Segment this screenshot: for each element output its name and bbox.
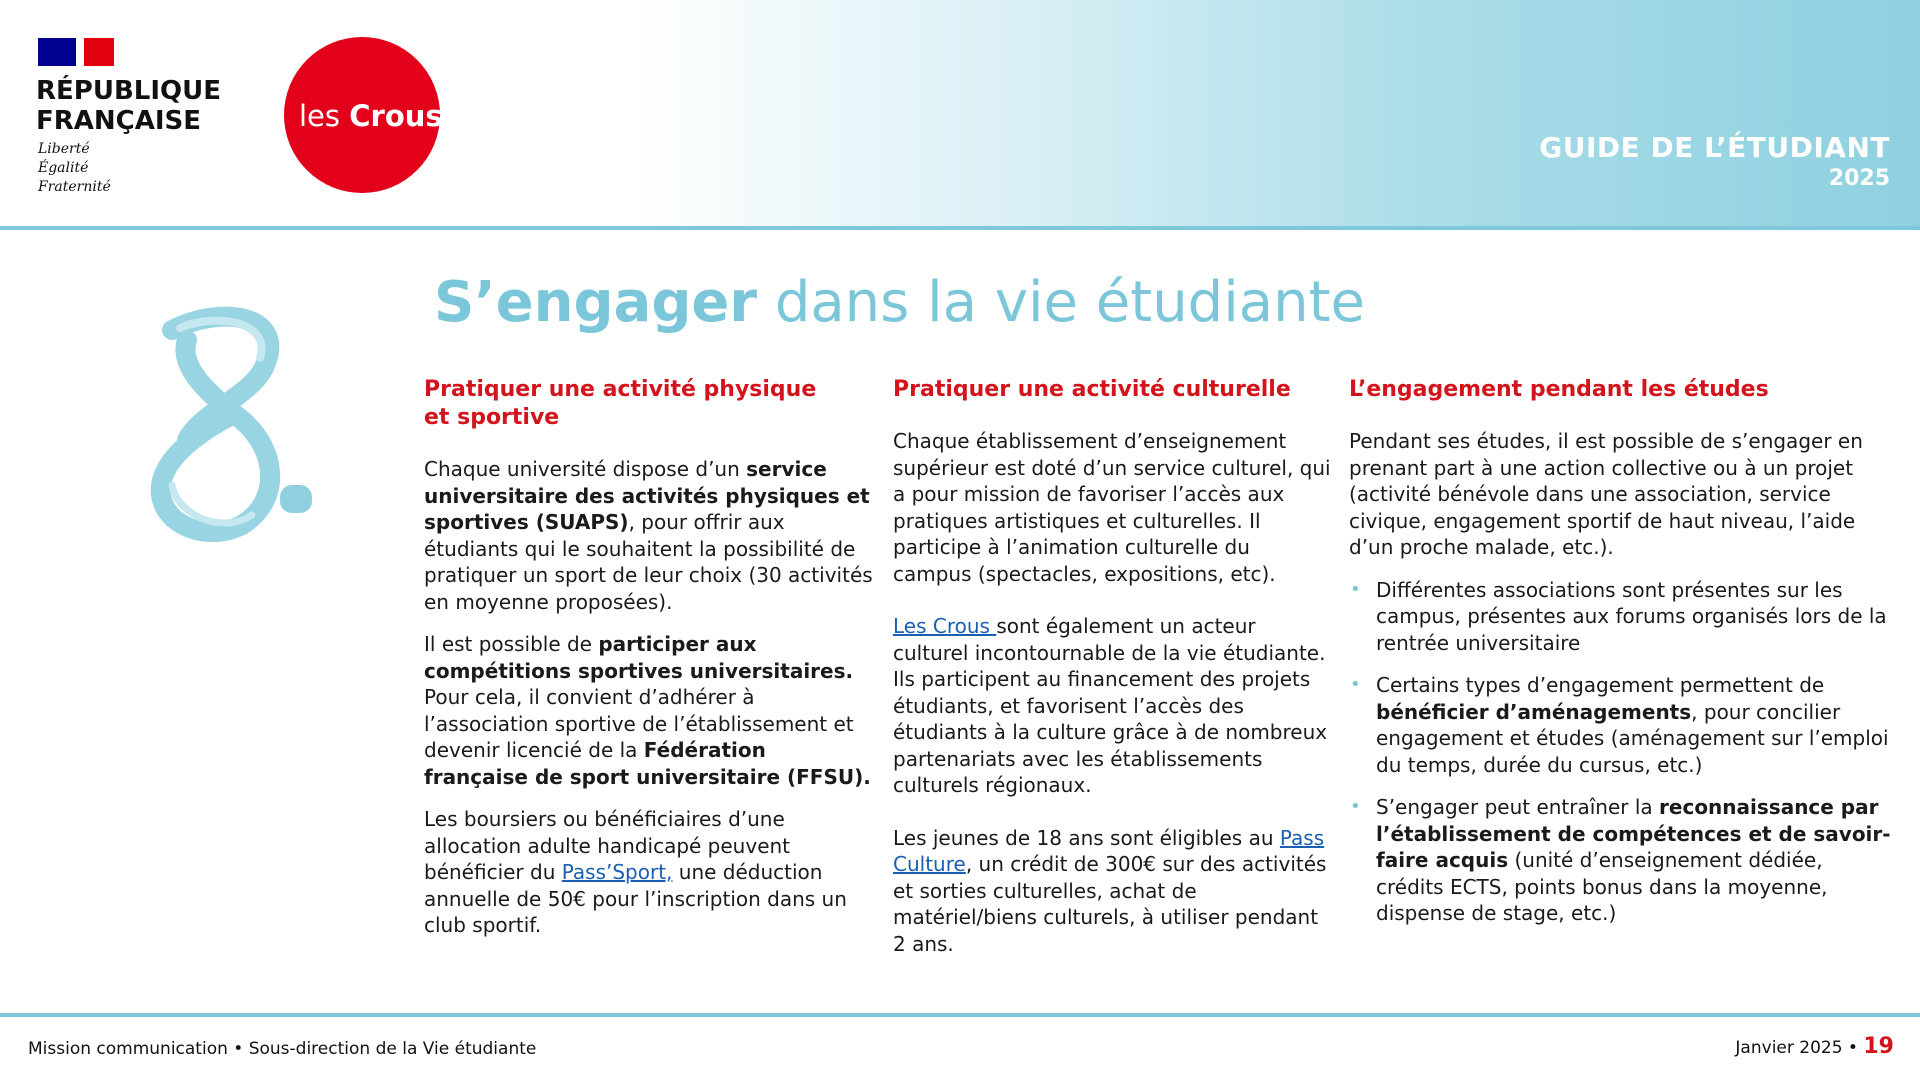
pass-sport-link[interactable]: Pass’Sport, <box>561 860 673 884</box>
footer-date: Janvier 2025 • <box>1735 1038 1858 1058</box>
sport-paragraph-2: Il est possible de participer aux compétitions sportives universitaires. Pour cela, il convient d’adhérer à l’association sportive de l’établissement et devenir licencié de la Fédération française de sport universitaire (FFSU). <box>424 632 871 789</box>
pass-culture-link[interactable]: Pass Culture <box>893 825 1325 876</box>
engagement-list <box>1349 577 1894 927</box>
title-rest: dans la vie étudiante <box>757 270 1366 335</box>
republic-motto <box>38 140 111 197</box>
crous-prefix: les <box>299 99 341 133</box>
motto-fraternite: Fraternité <box>38 179 111 195</box>
chapter-number-graphic <box>132 300 332 560</box>
guide-title: GUIDE DE L’ÉTUDIANT <box>1539 131 1890 164</box>
republic-line-2: FRANÇAISE <box>36 106 202 136</box>
title-bold: S’engager <box>434 270 758 335</box>
culture-paragraph-1: Chaque établissement d’enseignement supérieur est doté d’un service culturel, qui a pour mission de favoriser l’accès aux pratiques artistiques et culturelles. Il participe à l’animation culturelle du campus (spectacles, expositions, etc). <box>893 429 1331 586</box>
page-number: 19 <box>1863 1034 1894 1059</box>
les-crous-link[interactable]: Les Crous <box>893 614 997 638</box>
heading-culture: Pratiquer une activité culturelle <box>893 377 1291 402</box>
motto-liberte: Liberté <box>38 141 90 157</box>
bullet-icon: • <box>1350 578 1361 600</box>
footer-page-info <box>1735 1034 1894 1061</box>
chapter-number: 8. <box>132 300 133 301</box>
republique-francaise-logo <box>36 76 221 136</box>
list-item: • Certains types d’engagement permettent de bénéficier d’aménagements, pour concilier engagement et études (aménagement sur l’emploi du temps, durée du cursus, etc.) <box>1350 673 1889 777</box>
list-item: • Différentes associations sont présentes sur les campus, présentes aux forums organisés lors de la rentrée universitaire <box>1350 577 1887 655</box>
engagement-intro: Pendant ses études, il est possible de s’engager en prenant part à une action collective ou à un projet (activité bénévole dans une association, service civique, engagement sportif de haut niveau, l’aide d’un proche malade, etc.). <box>1349 429 1863 559</box>
list-item: • S’engager peut entraîner la reconnaissance par l’établissement de compétences et de savoir-faire acquis (unité d’enseignement dédiée, crédits ECTS, points bonus dans la moyenne, dispense de stage, etc.) <box>1350 795 1891 925</box>
bullet-icon: • <box>1350 674 1361 695</box>
heading-sport: Pratiquer une activité physique et sportive <box>424 377 817 430</box>
footer-divider <box>0 1013 1920 1017</box>
sport-paragraph-3: Les boursiers ou bénéficiaires d’une allocation adulte handicapé peuvent bénéficier du Pass’Sport, une déduction annuelle de 50€ pour l’inscription dans un club sportif. <box>424 807 847 937</box>
footer-credit: Mission communication • Sous-direction de la Vie étudiante <box>28 1039 537 1059</box>
crous-logo-text <box>299 96 443 136</box>
french-flag-icon <box>38 38 114 66</box>
crous-name: Crous <box>349 99 443 133</box>
republic-line-1: RÉPUBLIQUE <box>36 76 221 106</box>
bullet-icon: • <box>1350 796 1361 817</box>
header-divider <box>0 226 1920 230</box>
guide-label <box>1539 131 1890 193</box>
motto-egalite: Égalité <box>38 160 89 176</box>
column-engagement <box>1349 376 1894 943</box>
column-culture <box>893 376 1333 957</box>
heading-engagement: L’engagement pendant les études <box>1349 377 1769 402</box>
page-title <box>434 268 1365 338</box>
column-sport <box>424 376 874 939</box>
culture-paragraph-3: Les jeunes de 18 ans sont éligibles au Pass Culture, un crédit de 300€ sur des activités et sorties culturelles, achat de matériel/biens culturels, à utiliser pendant 2 ans. <box>893 825 1327 956</box>
culture-paragraph-2: Les Crous sont également un acteur culturel incontournable de la vie étudiante. Ils participent au financement des projets étudiants, et favorisent l’accès des étudiants à la culture grâce à de nombreux partenariats avec les établissements culturels régionaux. <box>893 614 1328 797</box>
guide-year: 2025 <box>1828 166 1890 191</box>
sport-paragraph-1: Chaque université dispose d’un service universitaire des activités physiques et sportives (SUAPS), pour offrir aux étudiants qui le souhaitent la possibilité de pratiquer un sport de leur choix (30 activités en moyenne proposées). <box>424 457 873 614</box>
